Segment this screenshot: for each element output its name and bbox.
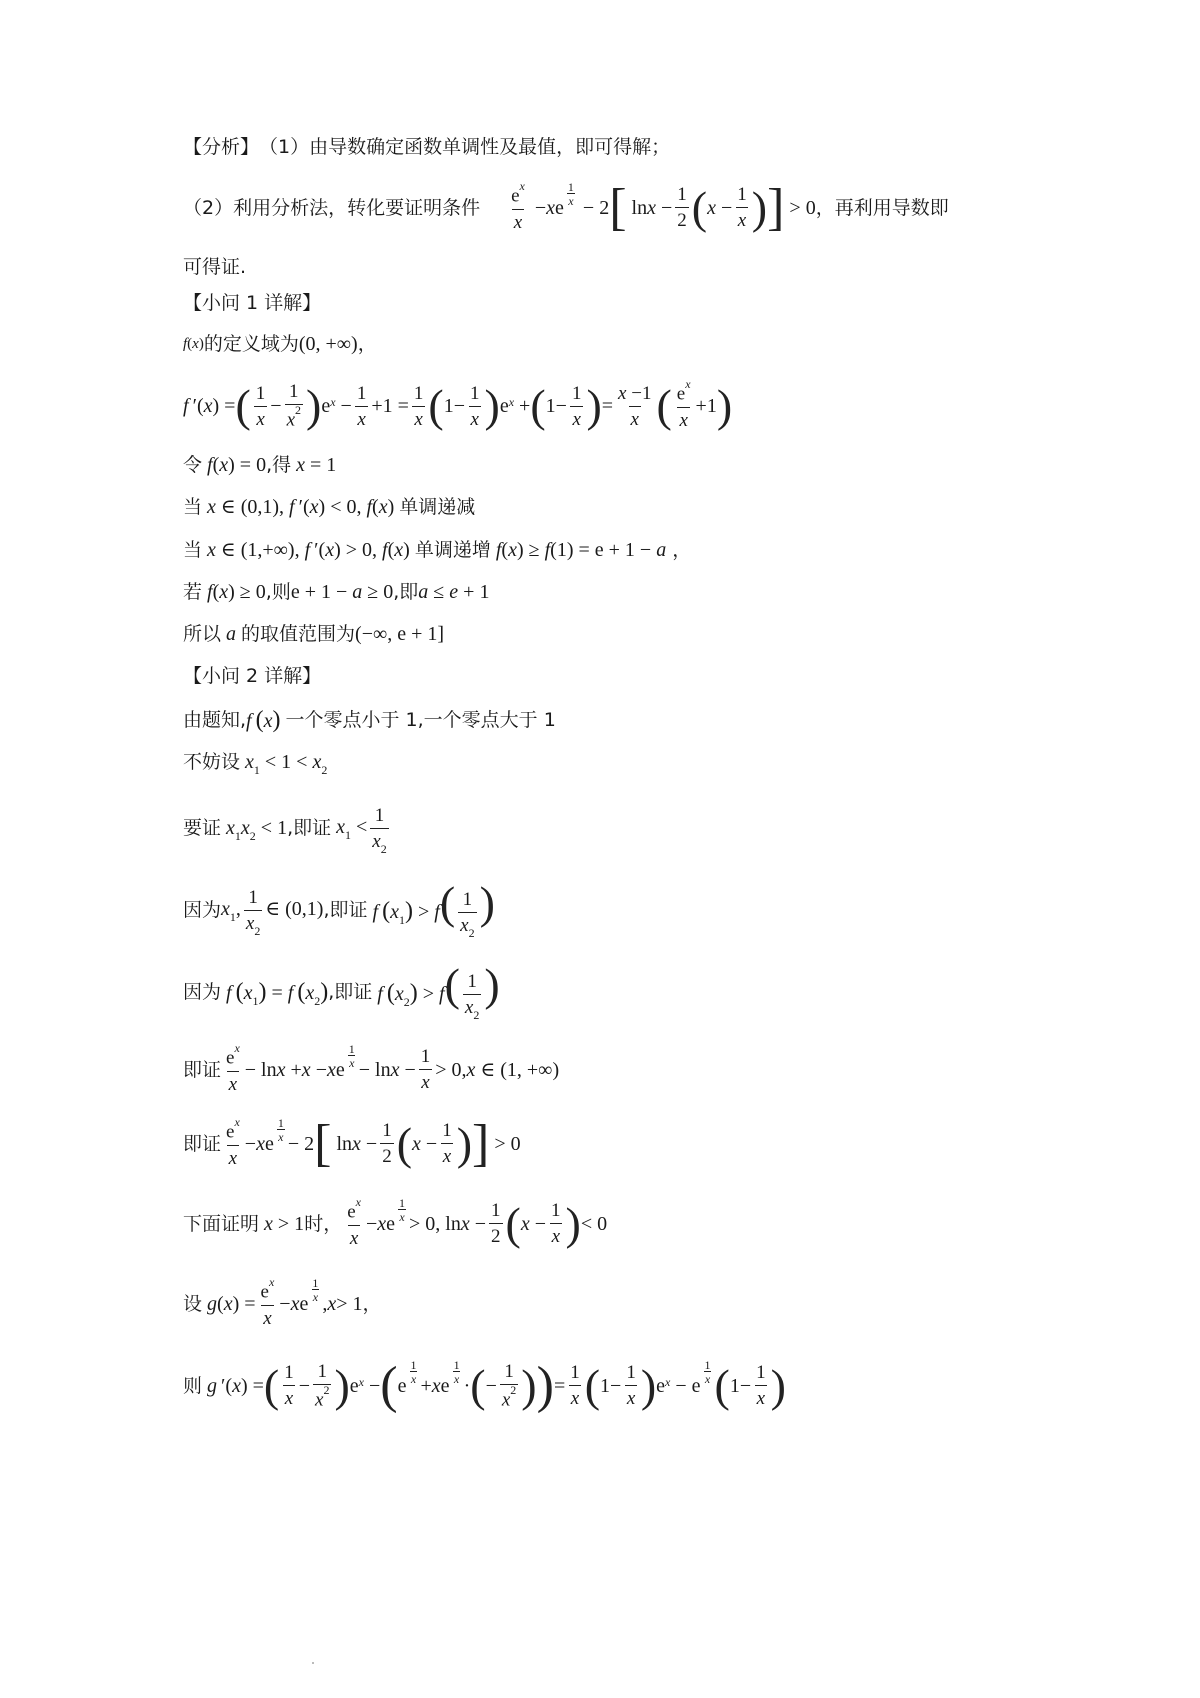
q2-line1-mid: 一个零点小于 1,一个零点大于 1 [285, 708, 556, 731]
q2-line-6: 即证 $e^x$ x − ln x + x − x e 1 x − ln x − 1 x > 0, x ∈ (1, +∞) [183, 1041, 560, 1095]
q1-set-zero-line: 令 f(x) = 0 ,得 x = 1 [183, 453, 337, 476]
q2-line-2: 不妨设 $x_1 < 1 < x_2$ [183, 750, 328, 777]
q2-line-10: 则 g ′( x ) = ( 1 x − 1 $x^2$ ) e x − ( e 1 x + x e 1 x · ( − 1 $x^2$ ) ) = 1 x ( 1− 1 x ) e x − e 1 x ( 1− 1 x ) [183, 1357, 786, 1415]
q1-then-label: ,则 [265, 580, 291, 603]
q1-when-label-2: 当 [183, 538, 203, 561]
analysis-line-3 [183, 258, 1120, 277]
q2-line8-prefix: 下面证明 [183, 1212, 260, 1235]
q2-line3-prefix: 要证 [183, 816, 222, 839]
analysis-part1: （1）由导数确定函数单调性及最值，即可得解； [259, 136, 671, 158]
analysis-part2-prefix: （2）利用分析法，转化要证明条件 [183, 196, 481, 219]
q2-line8-mid: 时， [304, 1212, 343, 1235]
q1-set-zero-label: 令 [183, 453, 203, 476]
q2-line-1: 由题知, f (x) 一个零点小于 1,一个零点大于 1 [183, 707, 556, 733]
scan-speck [312, 1662, 314, 1664]
analysis-line-1 [183, 138, 1120, 157]
q1-domain-end: ， [357, 332, 377, 355]
q2-header-text: 【小问 2 详解】 [183, 665, 322, 687]
q2-line1-prefix: 由题知, [183, 708, 247, 731]
analysis-part2-suffix: ，再利用导数即 [815, 196, 949, 219]
q1-decreasing-label: 单调递减 [399, 495, 476, 518]
q1-decreasing-line: 当 x ∈ (0,1), f ′(x) < 0, f(x) 单调递减 [183, 495, 476, 518]
q2-line9-prefix: 设 [183, 1292, 203, 1315]
q2-line-3: 要证 $x_1x_2 < 1$ ,即证 $x_1$ < $\frac{1}{x_2}$ [183, 804, 387, 856]
analysis-formula: $e^x$ x − x e 1 x − 2 [ ln x − 1 2 ( x − 1 x ) ] > 0 [511, 179, 816, 237]
q1-range-line: 所以 a 的取值范围为 (−∞, e + 1] [183, 622, 445, 645]
q2-line4-mid: ,即证 [323, 898, 368, 921]
q2-line9-end: ， [362, 1292, 382, 1315]
analysis-label: 【分析】 [183, 136, 260, 158]
q2-line2-prefix: 不妨设 [183, 750, 241, 773]
q2-line5-mid: ,即证 [328, 980, 373, 1003]
q1-domain-text: 的定义域为 [203, 332, 299, 355]
q1-domain-line: f(x) 的定义域为 (0, +∞) ， [183, 332, 377, 355]
q2-line3-mid: ,即证 [287, 816, 332, 839]
q2-line4-prefix: 因为 [183, 898, 222, 921]
q1-derivative-line: f ′( x ) = ( 1 x − 1 $x^2$ ) e x − 1 x +1 = 1 x ( 1− 1 x ) e x + ( 1− 1 x ) = x −1 x ( $e^x$ x +1 ) [183, 377, 733, 431]
q2-header [183, 667, 1120, 686]
q1-condition-line: 若 f(x) ≥ 0 ,则 e + 1 − a ≥ 0 ,即 a ≤ e + 1 [183, 580, 490, 603]
q2-line6-prefix: 即证 [183, 1058, 222, 1081]
analysis-line-2 [183, 178, 1120, 238]
q1-get-label: ,得 [266, 453, 292, 476]
q2-line10-prefix: 则 [183, 1374, 203, 1397]
q1-range-prefix: 所以 [183, 622, 222, 645]
q2-line7-prefix: 即证 [183, 1132, 222, 1155]
q1-increasing-label: 单调递增 [414, 538, 491, 561]
q1-increasing-line: 当 x ∈ (1,+∞), f ′(x) > 0, f(x) 单调递增 f(x) ≥ f(1) = e + 1 − a ， [183, 538, 692, 561]
q2-line-5: 因为 f $(x_1) = f$ $(x_2)$ ,即证 f $(x_2) > f$( $\frac{1}{x_2}$ ) [183, 958, 500, 1023]
q1-domain-value: (0, +∞) [298, 333, 358, 355]
analysis-part2-cont: 可得证. [183, 256, 247, 278]
q2-line-9: 设 g ( x ) = $e^x$ x − x e 1 x , x > 1 ， [183, 1275, 382, 1329]
q1-range-value: (−∞, e + 1] [355, 623, 445, 645]
q1-header [183, 294, 1120, 313]
q1-range-mid: 的取值范围为 [241, 622, 356, 645]
q2-line5-prefix: 因为 [183, 980, 222, 1003]
q1-ie-label: ,即 [393, 580, 419, 603]
q2-line-7: 即证 $e^x$ x − x e 1 x − 2 [ ln x − 1 2 ( x − 1 x ) ] > 0 [183, 1115, 521, 1173]
q1-header-text: 【小问 1 详解】 [183, 292, 322, 314]
q2-line-8: 下面证明 x > 1 时， $e^x$ x − x e 1 x > 0, ln x − 1 2 ( x − 1 x ) < 0 [183, 1195, 608, 1249]
q1-when-label-1: 当 [183, 495, 203, 518]
q2-line-4: 因为 $x_1$, $\frac{1}{x_2}$ ∈ (0,1) ,即证 f $(x_1) > f$( $\frac{1}{x_2}$ ) [183, 876, 495, 941]
q1-if-label: 若 [183, 580, 203, 603]
